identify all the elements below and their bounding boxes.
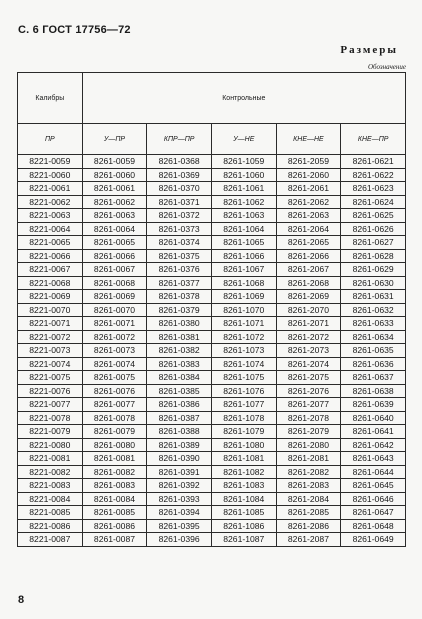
table-cell: 8261-1071: [211, 317, 276, 331]
table-cell: 8261-0374: [147, 236, 212, 250]
table-cell: 8261-2085: [276, 506, 341, 520]
table-row: [18, 344, 406, 358]
table-cell: 8261-0065: [82, 236, 147, 250]
table-row: [18, 155, 406, 169]
table-cell: 8261-0646: [341, 492, 406, 506]
table-cell: 8261-0376: [147, 263, 212, 277]
table-cell: 8261-0628: [341, 249, 406, 263]
table-cell: 8221-0059: [18, 155, 83, 169]
table-cell: 8261-1078: [211, 411, 276, 425]
table-cell: 8261-1079: [211, 425, 276, 439]
table-cell: 8221-0072: [18, 330, 83, 344]
table-cell: 8261-0375: [147, 249, 212, 263]
table-cell: 8261-0372: [147, 209, 212, 223]
table-cell: 8261-0634: [341, 330, 406, 344]
table-cell: 8221-0076: [18, 384, 83, 398]
table-row: [18, 398, 406, 412]
table-cell: 8221-0078: [18, 411, 83, 425]
table-cell: 8261-2079: [276, 425, 341, 439]
table-cell: 8261-0073: [82, 344, 147, 358]
sizes-table: [17, 72, 406, 547]
table-cell: 8221-0070: [18, 303, 83, 317]
table-row: [18, 330, 406, 344]
table-cell: 8261-1085: [211, 506, 276, 520]
table-cell: 8221-0063: [18, 209, 83, 223]
table-cell: 8261-2059: [276, 155, 341, 169]
table-cell: 8261-0647: [341, 506, 406, 520]
table-cell: 8261-1067: [211, 263, 276, 277]
table-cell: 8261-0373: [147, 222, 212, 236]
table-cell: 8221-0071: [18, 317, 83, 331]
table-row: [18, 465, 406, 479]
table-cell: 8261-0087: [82, 533, 147, 547]
page-number: 8: [18, 594, 25, 606]
table-cell: 8261-2064: [276, 222, 341, 236]
table-cell: 8261-1084: [211, 492, 276, 506]
table-cell: 8261-1080: [211, 438, 276, 452]
table-cell: 8261-0387: [147, 411, 212, 425]
table-cell: 8261-0636: [341, 357, 406, 371]
column-header: У—НЕ: [211, 124, 276, 155]
table-cell: 8261-0380: [147, 317, 212, 331]
table-cell: 8221-0081: [18, 452, 83, 466]
table-cell: 8261-1061: [211, 182, 276, 196]
table-cell: 8261-1063: [211, 209, 276, 223]
table-cell: 8261-1073: [211, 344, 276, 358]
table-cell: 8261-0630: [341, 276, 406, 290]
table-cell: 8261-0377: [147, 276, 212, 290]
table-cell: 8261-0629: [341, 263, 406, 277]
table-cell: 8261-1077: [211, 398, 276, 412]
table-cell: 8261-0627: [341, 236, 406, 250]
table-cell: 8261-0621: [341, 155, 406, 169]
table-cell: 8261-2076: [276, 384, 341, 398]
table-cell: 8261-0084: [82, 492, 147, 506]
table-cell: 8261-0067: [82, 263, 147, 277]
table-cell: 8261-0060: [82, 168, 147, 182]
table-cell: 8261-0394: [147, 506, 212, 520]
table-row: [18, 479, 406, 493]
table-cell: 8261-0085: [82, 506, 147, 520]
table-cell: 8261-0632: [341, 303, 406, 317]
table-cell: 8221-0074: [18, 357, 83, 371]
table-cell: 8261-0382: [147, 344, 212, 358]
table-cell: 8261-0645: [341, 479, 406, 493]
table-row: [18, 263, 406, 277]
table-cell: 8261-1062: [211, 195, 276, 209]
table-cell: 8261-2063: [276, 209, 341, 223]
table-row: [18, 533, 406, 547]
table-row: [18, 519, 406, 533]
table-row: [18, 290, 406, 304]
table-cell: 8261-0633: [341, 317, 406, 331]
table-cell: 8261-0641: [341, 425, 406, 439]
table-cell: 8221-0066: [18, 249, 83, 263]
table-cell: 8261-0080: [82, 438, 147, 452]
table-cell: 8261-2066: [276, 249, 341, 263]
table-cell: 8261-0082: [82, 465, 147, 479]
table-cell: 8261-1083: [211, 479, 276, 493]
table-cell: 8261-0396: [147, 533, 212, 547]
table-cell: 8261-0389: [147, 438, 212, 452]
table-cell: 8261-0069: [82, 290, 147, 304]
table-cell: 8221-0068: [18, 276, 83, 290]
table-cell: 8261-0395: [147, 519, 212, 533]
table-cell: 8261-0086: [82, 519, 147, 533]
table-cell: 8261-0078: [82, 411, 147, 425]
table-cell: 8221-0069: [18, 290, 83, 304]
designation-label: Обозначение: [367, 63, 406, 71]
table-cell: 8261-0066: [82, 249, 147, 263]
table-cell: 8261-0378: [147, 290, 212, 304]
table-cell: 8261-1069: [211, 290, 276, 304]
table-cell: 8261-0381: [147, 330, 212, 344]
table-cell: 8261-1068: [211, 276, 276, 290]
table-cell: 8261-2087: [276, 533, 341, 547]
table-cell: 8261-2067: [276, 263, 341, 277]
table-cell: 8261-1065: [211, 236, 276, 250]
table-cell: 8261-1075: [211, 371, 276, 385]
table-cell: 8221-0087: [18, 533, 83, 547]
table-row: [18, 506, 406, 520]
table-row: [18, 276, 406, 290]
table-cell: 8261-1064: [211, 222, 276, 236]
table-cell: 8221-0082: [18, 465, 83, 479]
table-cell: 8261-0648: [341, 519, 406, 533]
table-row: [18, 411, 406, 425]
table-cell: 8261-2075: [276, 371, 341, 385]
table-cell: 8261-0625: [341, 209, 406, 223]
table-cell: 8261-2077: [276, 398, 341, 412]
table-cell: 8261-1070: [211, 303, 276, 317]
table-row: [18, 168, 406, 182]
table-cell: 8261-2068: [276, 276, 341, 290]
table-cell: 8261-0649: [341, 533, 406, 547]
table-cell: 8261-2080: [276, 438, 341, 452]
table-cell: 8261-0392: [147, 479, 212, 493]
table-cell: 8261-0390: [147, 452, 212, 466]
table-cell: 8261-2082: [276, 465, 341, 479]
table-cell: 8261-1066: [211, 249, 276, 263]
table-cell: 8261-0070: [82, 303, 147, 317]
table-cell: 8261-0638: [341, 384, 406, 398]
table-cell: 8261-0385: [147, 384, 212, 398]
table-cell: 8261-0635: [341, 344, 406, 358]
table-cell: 8221-0061: [18, 182, 83, 196]
table-cell: 8221-0062: [18, 195, 83, 209]
table-row: [18, 425, 406, 439]
table-cell: 8261-0064: [82, 222, 147, 236]
column-header: КНЕ—НЕ: [276, 124, 341, 155]
table-cell: 8261-2061: [276, 182, 341, 196]
table-cell: 8261-0370: [147, 182, 212, 196]
table-cell: 8221-0065: [18, 236, 83, 250]
table-cell: 8221-0086: [18, 519, 83, 533]
table-row: [18, 209, 406, 223]
table-row: [18, 303, 406, 317]
table-cell: 8221-0064: [18, 222, 83, 236]
table-cell: 8261-0068: [82, 276, 147, 290]
table-cell: 8221-0060: [18, 168, 83, 182]
table-cell: 8261-1087: [211, 533, 276, 547]
table-cell: 8261-0624: [341, 195, 406, 209]
table-row: [18, 195, 406, 209]
table-row: [18, 249, 406, 263]
table-cell: 8261-2084: [276, 492, 341, 506]
table-cell: 8261-0642: [341, 438, 406, 452]
section-title: Размеры: [340, 44, 398, 56]
table-row: [18, 317, 406, 331]
table-cell: 8261-0079: [82, 425, 147, 439]
table-cell: 8261-0075: [82, 371, 147, 385]
table-cell: 8261-0639: [341, 398, 406, 412]
table-cell: 8261-1082: [211, 465, 276, 479]
table-cell: 8261-0388: [147, 425, 212, 439]
table-cell: 8261-0062: [82, 195, 147, 209]
group-header-control: Контрольные: [82, 73, 405, 124]
table-row: [18, 371, 406, 385]
table-cell: 8261-1074: [211, 357, 276, 371]
table-cell: 8261-0631: [341, 290, 406, 304]
table-row: [18, 182, 406, 196]
table-cell: 8261-0077: [82, 398, 147, 412]
table-row: [18, 357, 406, 371]
table-cell: 8261-0071: [82, 317, 147, 331]
table-cell: 8261-2073: [276, 344, 341, 358]
table-cell: 8261-0637: [341, 371, 406, 385]
table-cell: 8261-2060: [276, 168, 341, 182]
table-cell: 8261-2062: [276, 195, 341, 209]
table-cell: 8261-2065: [276, 236, 341, 250]
table-cell: 8261-0386: [147, 398, 212, 412]
table-cell: 8261-0059: [82, 155, 147, 169]
table-row: [18, 222, 406, 236]
table-cell: 8261-0383: [147, 357, 212, 371]
table-cell: 8261-0643: [341, 452, 406, 466]
table-cell: 8261-1059: [211, 155, 276, 169]
table-cell: 8221-0073: [18, 344, 83, 358]
table-cell: 8261-0379: [147, 303, 212, 317]
table-cell: 8261-2070: [276, 303, 341, 317]
column-header: ПР: [18, 124, 83, 155]
table-cell: 8221-0080: [18, 438, 83, 452]
table-row: [18, 438, 406, 452]
table-cell: 8261-2078: [276, 411, 341, 425]
table-row: [18, 384, 406, 398]
table-cell: 8261-0393: [147, 492, 212, 506]
column-header: КНЕ—ПР: [341, 124, 406, 155]
table-cell: 8261-0076: [82, 384, 147, 398]
column-header: КПР—ПР: [147, 124, 212, 155]
table-cell: 8261-0369: [147, 168, 212, 182]
table-cell: 8221-0084: [18, 492, 83, 506]
table-cell: 8261-2074: [276, 357, 341, 371]
table-cell: 8261-1086: [211, 519, 276, 533]
table-cell: 8261-0623: [341, 182, 406, 196]
table-cell: 8261-2081: [276, 452, 341, 466]
table-cell: 8221-0085: [18, 506, 83, 520]
table-cell: 8261-0368: [147, 155, 212, 169]
table-cell: 8261-0626: [341, 222, 406, 236]
table-cell: 8261-0640: [341, 411, 406, 425]
table-cell: 8261-0371: [147, 195, 212, 209]
table-cell: 8261-0622: [341, 168, 406, 182]
table-cell: 8261-0644: [341, 465, 406, 479]
table-cell: 8261-2071: [276, 317, 341, 331]
page-header: С. 6 ГОСТ 17756—72: [18, 24, 131, 36]
table-cell: 8261-0083: [82, 479, 147, 493]
table-cell: 8261-0072: [82, 330, 147, 344]
group-header-gauges: Калибры: [18, 73, 83, 124]
table-cell: 8221-0083: [18, 479, 83, 493]
table-cell: 8261-0063: [82, 209, 147, 223]
table-cell: 8261-2072: [276, 330, 341, 344]
table-cell: 8261-1081: [211, 452, 276, 466]
table-cell: 8261-0081: [82, 452, 147, 466]
table-cell: 8261-2083: [276, 479, 341, 493]
table-row: [18, 452, 406, 466]
table-cell: 8261-0391: [147, 465, 212, 479]
column-header: У—ПР: [82, 124, 147, 155]
table-cell: 8261-0074: [82, 357, 147, 371]
table-row: [18, 492, 406, 506]
table-cell: 8221-0079: [18, 425, 83, 439]
table-cell: 8261-0384: [147, 371, 212, 385]
table-cell: 8261-2069: [276, 290, 341, 304]
table-cell: 8261-1076: [211, 384, 276, 398]
table-cell: 8261-0061: [82, 182, 147, 196]
table-cell: 8221-0067: [18, 263, 83, 277]
table-cell: 8221-0077: [18, 398, 83, 412]
table-cell: 8261-1072: [211, 330, 276, 344]
table-cell: 8221-0075: [18, 371, 83, 385]
table-cell: 8261-1060: [211, 168, 276, 182]
table-row: [18, 236, 406, 250]
table-cell: 8261-2086: [276, 519, 341, 533]
